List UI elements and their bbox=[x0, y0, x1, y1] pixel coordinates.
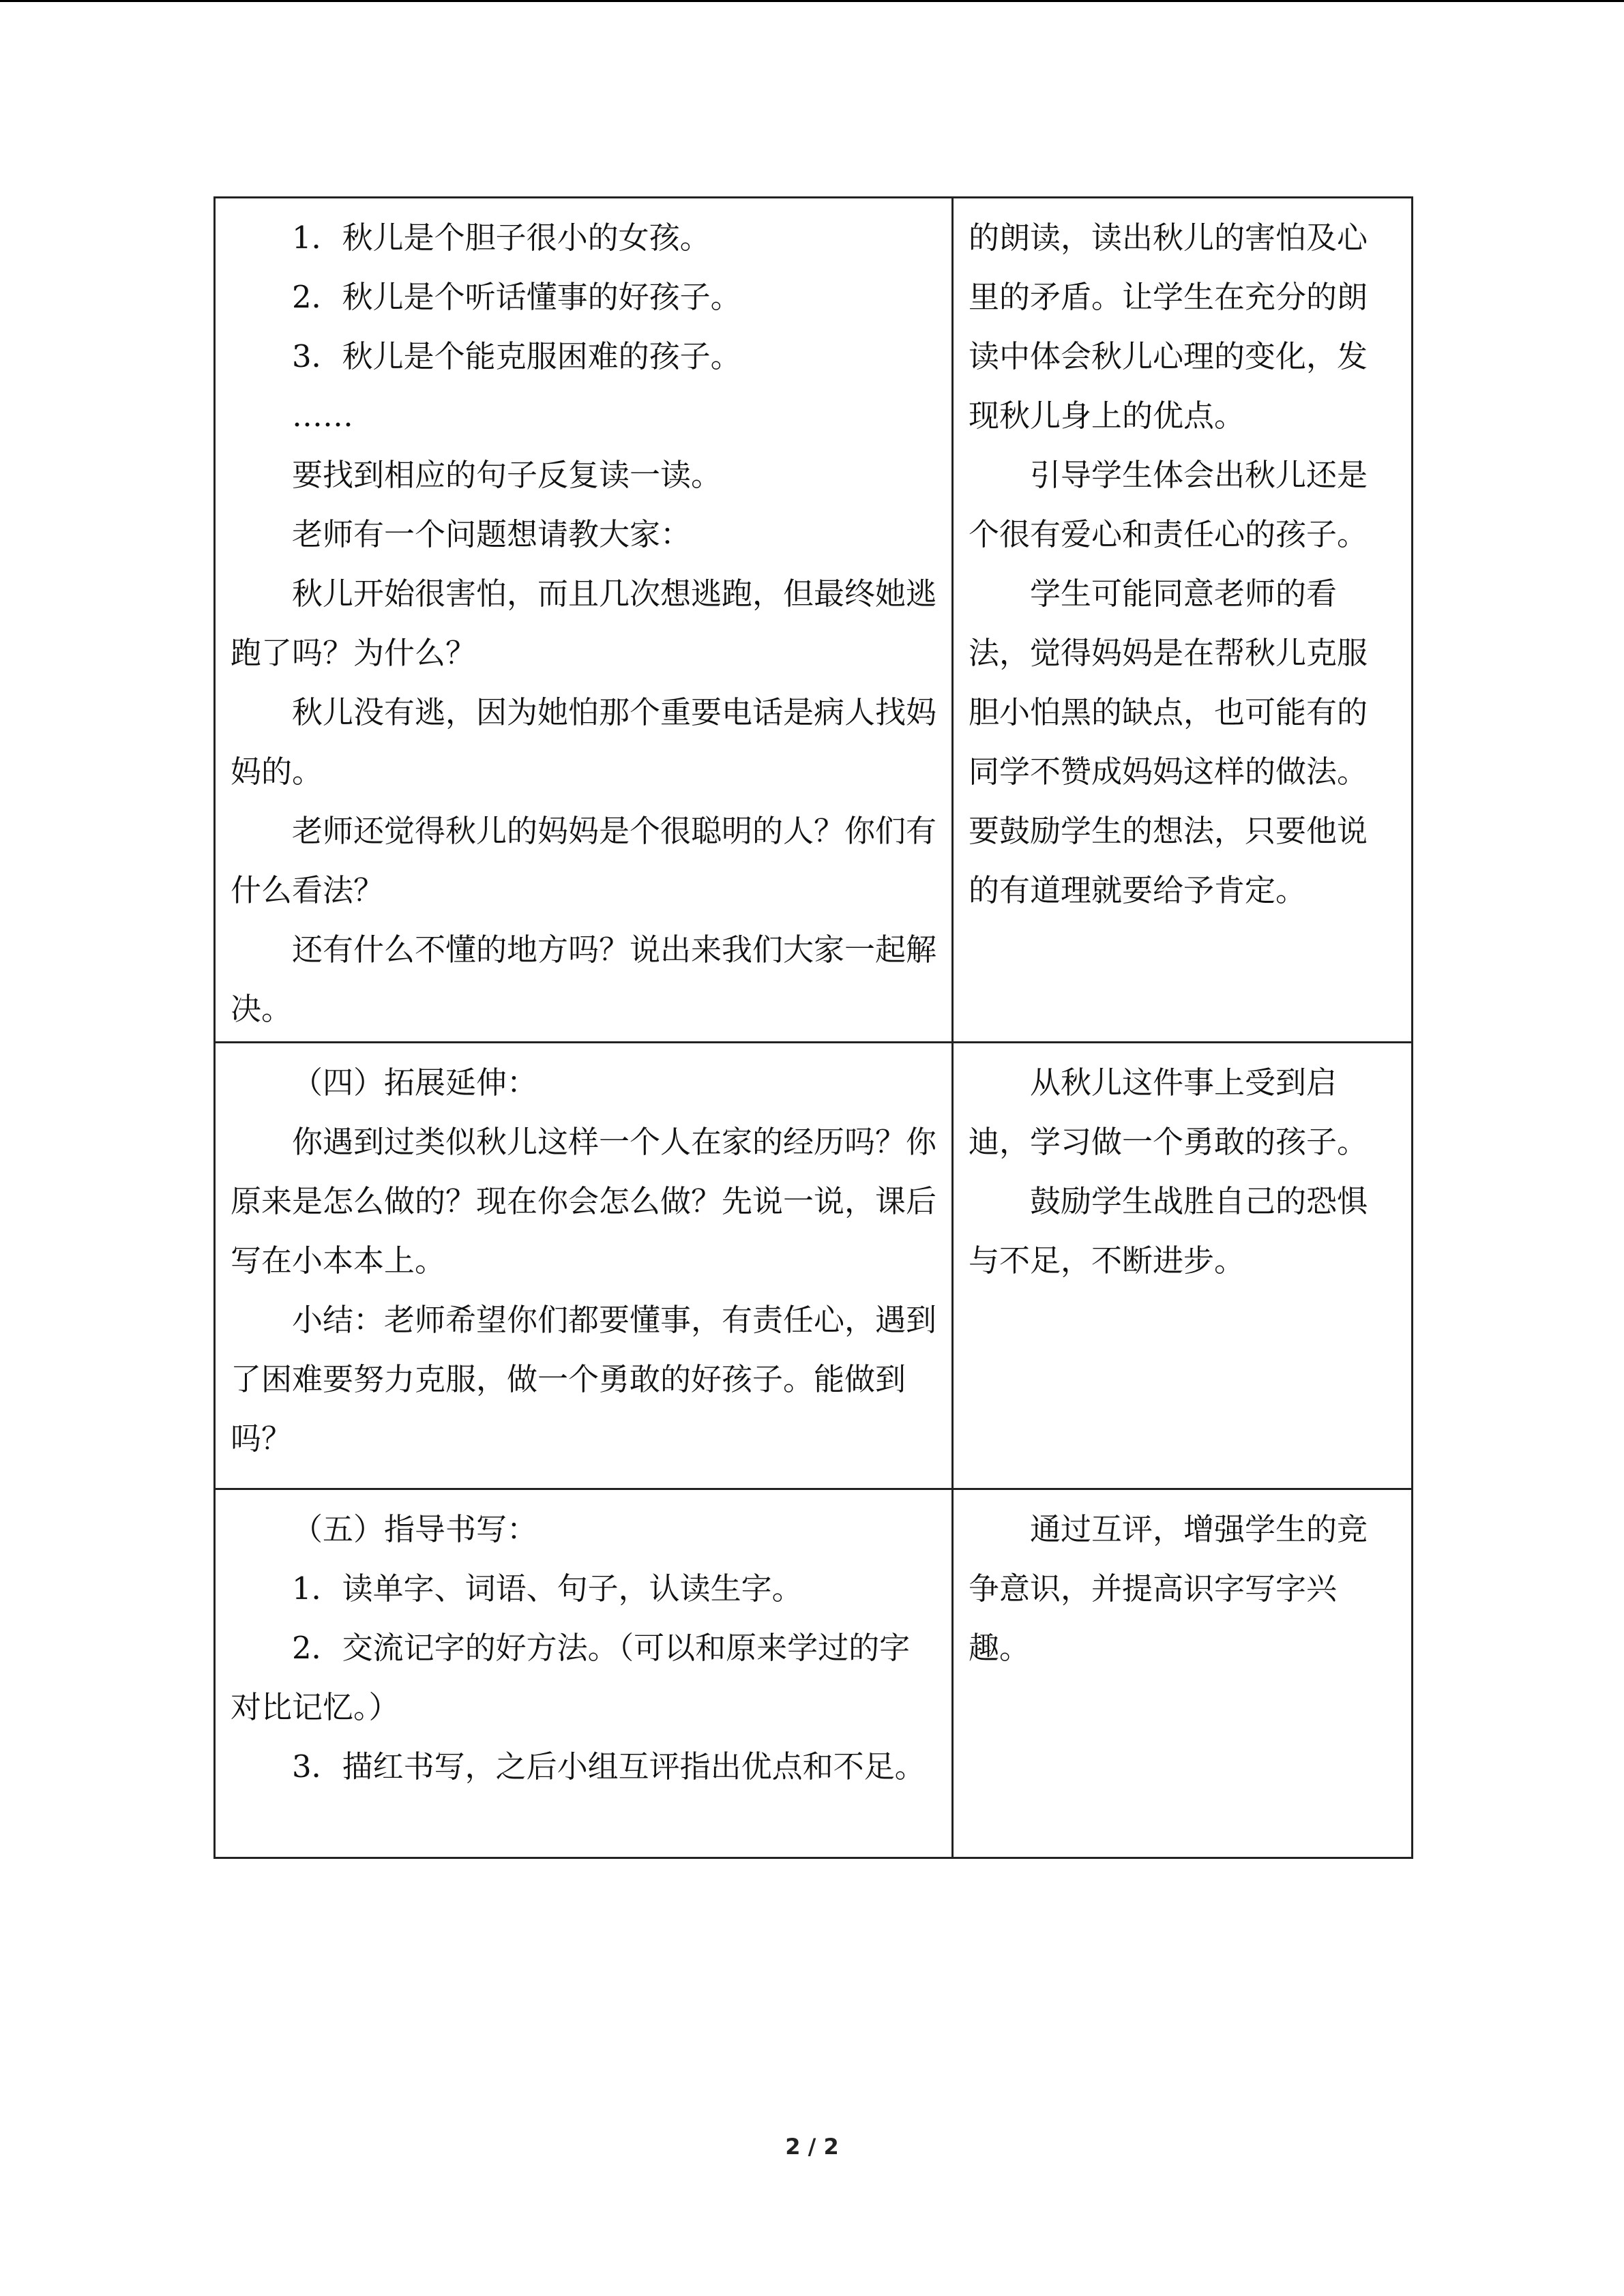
top-border-line bbox=[0, 0, 1624, 2]
process-paragraph: 3．描红书写，之后小组互评指出优点和不足。 bbox=[292, 1748, 926, 1785]
design-intent-cell bbox=[953, 1043, 1413, 1489]
lesson-plan-table bbox=[213, 196, 1413, 1859]
process-paragraph: 2．交流记字的好方法。（可以和原来学过的字对比记忆。） bbox=[231, 1630, 911, 1725]
teaching-process-cell bbox=[215, 1043, 953, 1489]
process-line: 3．秋儿是个能克服困难的孩子。 bbox=[292, 338, 741, 374]
question-paragraph: 秋儿开始很害怕，而且几次想逃跑，但最终她逃跑了吗？为什么？ bbox=[231, 576, 937, 671]
page-number: 2 / 2 bbox=[785, 2134, 839, 2160]
intent-paragraph: 从秋儿这件事上受到启迪，学习做一个勇敢的孩子。 bbox=[969, 1064, 1368, 1160]
process-line: 要找到相应的句子反复读一读。 bbox=[292, 457, 722, 493]
design-intent-cell bbox=[953, 1489, 1413, 1858]
intent-paragraph: 通过互评，增强学生的竞争意识，并提高识字写字兴趣。 bbox=[969, 1511, 1368, 1666]
answer-paragraph: 秋儿没有逃，因为她怕那个重要电话是病人找妈妈的。 bbox=[231, 694, 937, 790]
design-intent-cell bbox=[953, 198, 1413, 1043]
process-line: 1．读单字、词语、句子，认读生字。 bbox=[292, 1570, 803, 1607]
question-paragraph: 老师还觉得秋儿的妈妈是个很聪明的人？你们有什么看法？ bbox=[231, 813, 937, 908]
process-line: 1．秋儿是个胆子很小的女孩。 bbox=[292, 220, 711, 256]
process-line: 老师有一个问题想请教大家： bbox=[292, 516, 692, 552]
section-heading: （四）拓展延伸： bbox=[292, 1064, 538, 1101]
process-line: 2．秋儿是个听话懂事的好孩子。 bbox=[292, 279, 741, 315]
intent-paragraph: 学生可能同意老师的看法，觉得妈妈是在帮秋儿克服胆小怕黑的缺点，也可能有的同学不赞成妈妈这样的做法。要鼓励学生的想法，只要他说的有道理就要给予肯定。 bbox=[969, 576, 1368, 908]
teaching-process-cell bbox=[215, 1489, 953, 1858]
intent-paragraph: 鼓励学生战胜自己的恐惧与不足，不断进步。 bbox=[969, 1183, 1368, 1279]
teaching-process-cell bbox=[215, 198, 953, 1043]
process-paragraph: 你遇到过类似秋儿这样一个人在家的经历吗？你原来是怎么做的？现在你会怎么做？先说一说，课后写在小本本上。 bbox=[231, 1124, 937, 1279]
summary-paragraph: 小结：老师希望你们都要懂事，有责任心，遇到了困难要努力克服，做一个勇敢的好孩子。能做到吗？ bbox=[231, 1302, 937, 1457]
table-row bbox=[215, 1043, 1413, 1489]
question-paragraph: 还有什么不懂的地方吗？说出来我们大家一起解决。 bbox=[231, 931, 937, 1027]
section-heading: （五）指导书写： bbox=[292, 1511, 538, 1547]
ellipsis-line: …… bbox=[292, 398, 353, 434]
table-row bbox=[215, 1489, 1413, 1858]
intent-continuation: 的朗读，读出秋儿的害怕及心里的矛盾。让学生在充分的朗读中体会秋儿心理的变化，发现秋儿身上的优点。 bbox=[969, 220, 1368, 434]
intent-paragraph: 引导学生体会出秋儿还是个很有爱心和责任心的孩子。 bbox=[969, 457, 1368, 552]
table-row bbox=[215, 198, 1413, 1043]
